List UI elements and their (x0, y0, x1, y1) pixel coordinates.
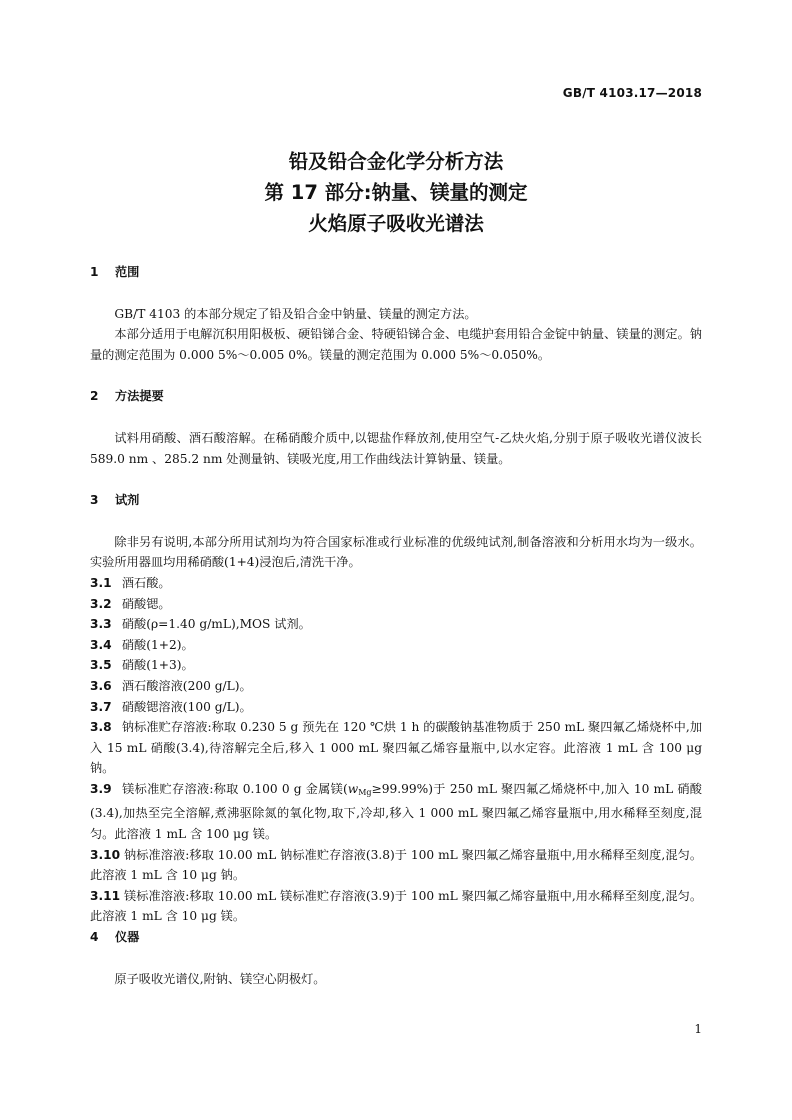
reagent-item (90, 717, 702, 779)
mass-fraction-symbol: w (347, 781, 359, 796)
reagent-item-number: 3.5 (90, 658, 112, 673)
section-1-para-1: GB/T 4103 的本部分规定了铅及铅合金中钠量、镁量的测定方法。 (114, 306, 477, 321)
reagent-item-text: 酒石酸。 (121, 575, 171, 590)
reagent-item-text: 硝酸锶溶液(100 g/L)。 (121, 699, 252, 714)
page-number: 1 (694, 1022, 702, 1036)
title-line-2: 第 17 部分:钠量、镁量的测定 (264, 181, 528, 204)
reagent-item (90, 635, 702, 656)
section-2-heading (90, 386, 702, 407)
section-3-number: 3 (90, 493, 99, 508)
reagent-item (90, 676, 702, 697)
reagent-item-number: 3.8 (90, 720, 112, 735)
title-line-1: 铅及铅合金化学分析方法 (288, 150, 504, 173)
reagent-item (90, 655, 702, 676)
section-4-heading (90, 927, 702, 948)
title-line-3: 火焰原子吸收光谱法 (308, 212, 484, 235)
section-1-heading (90, 262, 702, 283)
section-1-para-2: 本部分适用于电解沉积用阳极板、硬铅锑合金、特硬铅锑合金、电缆护套用铅合金锭中钠量、镁量的测定。钠量的测定范围为 0.000 5%～0.005 0%。镁量的测定范围为 0.000 5%～0.050%。 (90, 327, 702, 362)
section-1-title: 范围 (115, 265, 140, 279)
reagent-item-text: 镁标准溶液:移取 10.00 mL 镁标准贮存溶液(3.9)于 100 mL 聚四氟乙烯容量瓶中,用水稀释至刻度,混匀。此溶液 1 mL 含 10 μg 镁。 (90, 888, 703, 924)
section-2-number: 2 (90, 389, 99, 404)
reagent-item-number: 3.3 (90, 617, 112, 632)
section-3-title: 试剂 (115, 493, 140, 508)
section-3-intro: 除非另有说明,本部分所用试剂均为符合国家标准或行业标准的优级纯试剂,制备溶液和分析用水均为一级水。实验所用器皿均用稀硝酸(1+4)浸泡后,清洗干净。 (90, 534, 702, 570)
reagent-item-number: 3.9 (90, 781, 112, 796)
reagent-item-number: 3.11 (90, 888, 121, 903)
section-3-heading (90, 490, 702, 511)
reagent-item-text: 硝酸(1+3)。 (121, 658, 194, 673)
reagent-item-number: 3.1 (90, 575, 112, 590)
section-2-title: 方法提要 (115, 389, 164, 404)
reagent-item (90, 886, 702, 927)
document-title (0, 146, 792, 239)
reagent-item-number: 3.2 (90, 596, 112, 611)
reagent-item (90, 573, 702, 594)
reagent-item-number: 3.10 (90, 847, 121, 862)
reagent-item-text: 硝酸(ρ=1.40 g/mL),MOS 试剂。 (121, 617, 311, 632)
reagent-item-text: 硝酸(1+2)。 (121, 637, 194, 652)
reagent-item-number: 3.4 (90, 637, 112, 652)
section-4-title: 仪器 (115, 930, 140, 945)
reagent-item-text-before: 镁标准贮存溶液:称取 0.100 0 g 金属镁( (122, 781, 348, 796)
section-2-para-1: 试料用硝酸、酒石酸溶解。在稀硝酸介质中,以锶盐作释放剂,使用空气-乙炔火焰,分别于原子吸收光谱仪波长 589.0 nm 、285.2 nm 处测量钠、镁吸光度,用工作曲线法计算钠量、镁量。 (90, 430, 702, 466)
standard-number: GB/T 4103.17—2018 (562, 86, 702, 100)
reagent-item-3-9 (90, 779, 702, 845)
reagent-item-text: 钠标准贮存溶液:称取 0.230 5 g 预先在 120 ℃烘 1 h 的碳酸钠基准物质于 250 mL 聚四氟乙烯烧杯中,加入 15 mL 硝酸(3.4),待溶解完全后,移入 1 000 mL 聚四氟乙烯容量瓶中,以水定容。此溶液 1 mL 含 100 μg 钠。 (90, 720, 703, 776)
reagent-item-number: 3.6 (90, 678, 112, 693)
reagent-item (90, 845, 702, 886)
mass-fraction-subscript: Mg (358, 787, 372, 797)
reagent-item (90, 614, 702, 635)
reagent-item-text: 酒石酸溶液(200 g/L)。 (121, 678, 252, 693)
section-4-number: 4 (90, 930, 99, 945)
document-body (90, 262, 702, 989)
section-4-para-1: 原子吸收光谱仪,附钠、镁空心阴极灯。 (114, 971, 326, 986)
section-1-number: 1 (90, 265, 99, 279)
reagent-item (90, 697, 702, 718)
reagent-item-text-after: ≥99.99%)于 250 mL 聚四氟乙烯烧杯中,加入 10 mL 硝酸(3.4),加热至完全溶解,煮沸驱除氮的氧化物,取下,冷却,移入 1 000 mL 聚四氟乙烯容量瓶中,用水稀释至刻度,混匀。此溶液 1 mL 含 100 μg 镁。 (90, 781, 702, 842)
reagent-item-text: 硝酸锶。 (121, 596, 171, 611)
reagent-item-number: 3.7 (90, 699, 112, 714)
reagent-item (90, 594, 702, 615)
reagent-item-text: 钠标准溶液:移取 10.00 mL 钠标准贮存溶液(3.8)于 100 mL 聚四氟乙烯容量瓶中,用水稀释至刻度,混匀。此溶液 1 mL 含 10 μg 钠。 (90, 847, 703, 883)
